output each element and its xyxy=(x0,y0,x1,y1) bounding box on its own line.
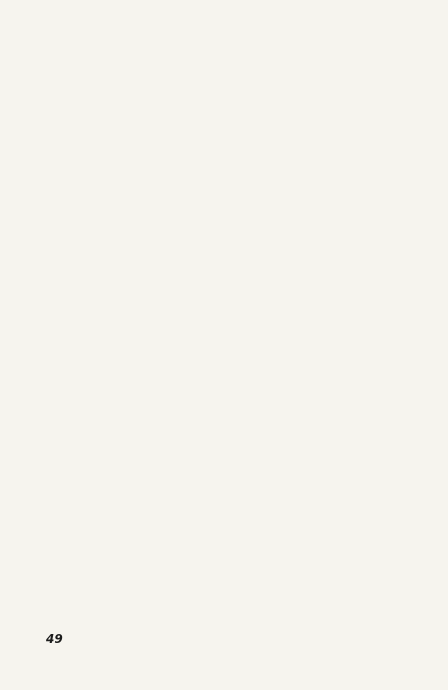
page-number: 49 xyxy=(46,632,63,646)
